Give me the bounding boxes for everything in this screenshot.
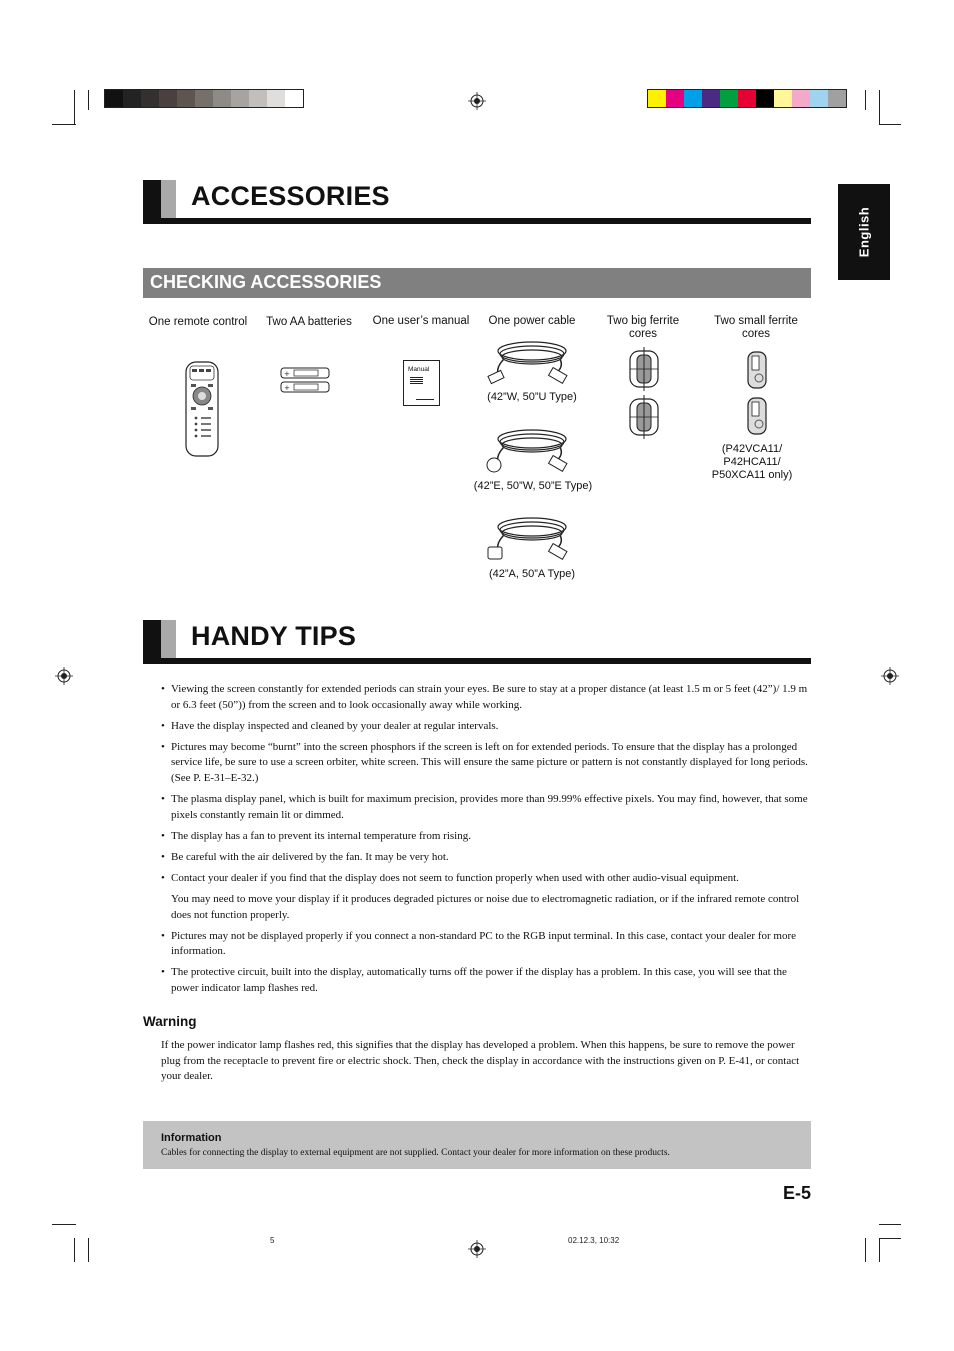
- heading-rule: [161, 658, 811, 664]
- accessory-label-batteries: Two AA batteries: [266, 316, 352, 328]
- accessory-label-manual: One user’s manual: [372, 315, 470, 327]
- handy-tips-list: [161, 682, 811, 1002]
- calibration-swatch: [159, 90, 177, 107]
- list-item: • Be careful with the air delivered by the fan. It may be very hot.: [161, 850, 811, 866]
- color-bar: [647, 89, 847, 108]
- calibration-swatch: [141, 90, 159, 107]
- footer-timestamp: 02.12.3, 10:32: [568, 1236, 620, 1245]
- calibration-swatch: [123, 90, 141, 107]
- heading-marker: [143, 620, 161, 664]
- list-item: • Have the display inspected and cleaned by your dealer at regular intervals.: [161, 719, 811, 735]
- calibration-swatch: [810, 90, 828, 107]
- calibration-swatch: [213, 90, 231, 107]
- power-cable-e-icon: [484, 425, 574, 475]
- calibration-swatch: [285, 90, 303, 107]
- calibration-swatch: [177, 90, 195, 107]
- big-ferrite-core-icon: [628, 347, 660, 391]
- cable-caption-a: (42”A, 50”A Type): [488, 568, 575, 580]
- model-line: P50XCA11 only): [711, 469, 793, 481]
- warning-title: Warning: [143, 1014, 197, 1029]
- calibration-swatch: [684, 90, 702, 107]
- list-item: • Pictures may become “burnt” into the screen phosphors if the screen is left on for extended periods. To ensure that the display has a prolonged service life, be sure to use a screen orbiter, white screen. This will ensure the same picture or pattern is not constantly displayed for long periods. (See P. E-31–E-32.): [161, 740, 811, 787]
- heading-marker: [143, 180, 161, 224]
- accessory-label-power-cable: One power cable: [488, 315, 576, 327]
- calibration-swatch: [792, 90, 810, 107]
- crop-mark: [879, 1238, 901, 1239]
- crop-mark: [879, 1224, 901, 1225]
- crop-mark: [88, 90, 89, 110]
- language-tab: [838, 184, 890, 280]
- calibration-swatch: [756, 90, 774, 107]
- tip-followup: You may need to move your display if it produces degraded pictures or noise due to electromagnetic radiation, or if the infrared remote control does not function properly.: [171, 893, 800, 921]
- crop-mark: [879, 1238, 880, 1262]
- language-tab-label: English: [856, 206, 872, 258]
- crop-mark: [74, 1238, 75, 1262]
- calibration-swatch: [828, 90, 846, 107]
- registration-mark-icon: [55, 667, 73, 685]
- accessories-title: ACCESSORIES: [191, 181, 390, 211]
- svg-text:+: +: [284, 370, 290, 378]
- list-item: • Pictures may not be displayed properly if you connect a non-standard PC to the RGB input terminal. In this case, contact your dealer for more information.: [161, 929, 811, 960]
- calibration-swatch: [774, 90, 792, 107]
- small-ferrite-core-icon: [746, 396, 768, 436]
- calibration-swatch: [105, 90, 123, 107]
- list-item: • The protective circuit, built into the display, automatically turns off the power if the display has a problem. In this case, you will see that the power indicator lamp flashes red.: [161, 965, 811, 996]
- calibration-swatch: [648, 90, 666, 107]
- manual-cover-text: Manual: [408, 366, 430, 373]
- crop-mark: [865, 90, 866, 110]
- information-title: Information: [161, 1132, 222, 1144]
- warning-text: If the power indicator lamp flashes red, this signifies that the display has developed a problem. When this happens, be sure to remove the power plug from the receptacle to prevent fire or electric shock. Then, check the display in accordance with the instructions given on P. E-41, or contact your dealer.: [161, 1039, 800, 1083]
- crop-mark: [74, 90, 75, 124]
- information-box: [143, 1121, 811, 1169]
- accessory-label-big-ferrite: Two big ferrite cores: [606, 315, 680, 340]
- list-item: • Contact your dealer if you find that the display does not seem to function properly when used with other audio-visual equipment. You may need to move your display if it produces degraded pictures or noise due to electromagnetic radiation, or if the infrared remote control does not function properly.: [161, 871, 811, 923]
- calibration-swatch: [738, 90, 756, 107]
- calibration-swatch: [666, 90, 684, 107]
- crop-mark: [52, 1224, 76, 1225]
- heading-marker: [161, 180, 176, 218]
- model-line: P42HCA11/: [723, 456, 781, 468]
- footer-page-ref: 5: [270, 1236, 275, 1245]
- big-ferrite-core-icon: [628, 395, 660, 439]
- page-number: E-5: [783, 1183, 812, 1203]
- calibration-swatch: [249, 90, 267, 107]
- registration-mark-icon: [468, 1240, 486, 1258]
- calibration-swatch: [195, 90, 213, 107]
- crop-mark: [52, 124, 76, 125]
- crop-mark: [879, 124, 901, 125]
- heading-marker: [161, 620, 176, 658]
- accessory-label-remote: One remote control: [148, 316, 248, 328]
- grayscale-bar: [104, 89, 304, 108]
- registration-mark-icon: [881, 667, 899, 685]
- cable-caption-e: (42”E, 50”W, 50”E Type): [473, 480, 593, 492]
- list-item: • The display has a fan to prevent its internal temperature from rising.: [161, 829, 811, 845]
- svg-text:+: +: [284, 384, 290, 392]
- crop-mark: [879, 90, 880, 124]
- small-ferrite-core-icon: [746, 350, 768, 390]
- cable-caption-u: (42”W, 50”U Type): [487, 391, 577, 403]
- calibration-swatch: [720, 90, 738, 107]
- checking-accessories-bar: [143, 268, 811, 298]
- power-cable-a-icon: [484, 513, 574, 563]
- handy-tips-title: HANDY TIPS: [191, 621, 357, 651]
- calibration-swatch: [231, 90, 249, 107]
- list-item: • The plasma display panel, which is built for maximum precision, provides more than 99.99% effective pixels. You may find, however, that some pixels constantly remain lit or dimmed.: [161, 792, 811, 823]
- remote-control-icon: [184, 360, 220, 458]
- crop-mark: [865, 1238, 866, 1262]
- crop-mark: [88, 1238, 89, 1262]
- calibration-swatch: [702, 90, 720, 107]
- small-ferrite-model-note: [700, 443, 804, 482]
- power-cable-u-icon: [484, 337, 574, 387]
- information-text: Cables for connecting the display to external equipment are not supplied. Contact your dealer for more information on these products.: [161, 1148, 670, 1158]
- heading-rule: [161, 218, 811, 224]
- accessory-label-small-ferrite: Two small ferrite cores: [714, 315, 798, 340]
- aa-batteries-icon: [280, 366, 332, 396]
- accessories-heading: [143, 180, 811, 224]
- checking-accessories-title: CHECKING ACCESSORIES: [150, 272, 382, 292]
- handy-tips-heading: [143, 620, 811, 664]
- model-line: (P42VCA11/: [721, 443, 783, 455]
- registration-mark-icon: [468, 92, 486, 110]
- list-item: • Viewing the screen constantly for extended periods can strain your eyes. Be sure to stay at a proper distance (at least 1.5 m or 5 feet (42”)/ 1.9 m or 6.3 feet (50”)) from the screen and to look occasionally away while working.: [161, 682, 811, 713]
- users-manual-icon: [403, 360, 440, 406]
- calibration-swatch: [267, 90, 285, 107]
